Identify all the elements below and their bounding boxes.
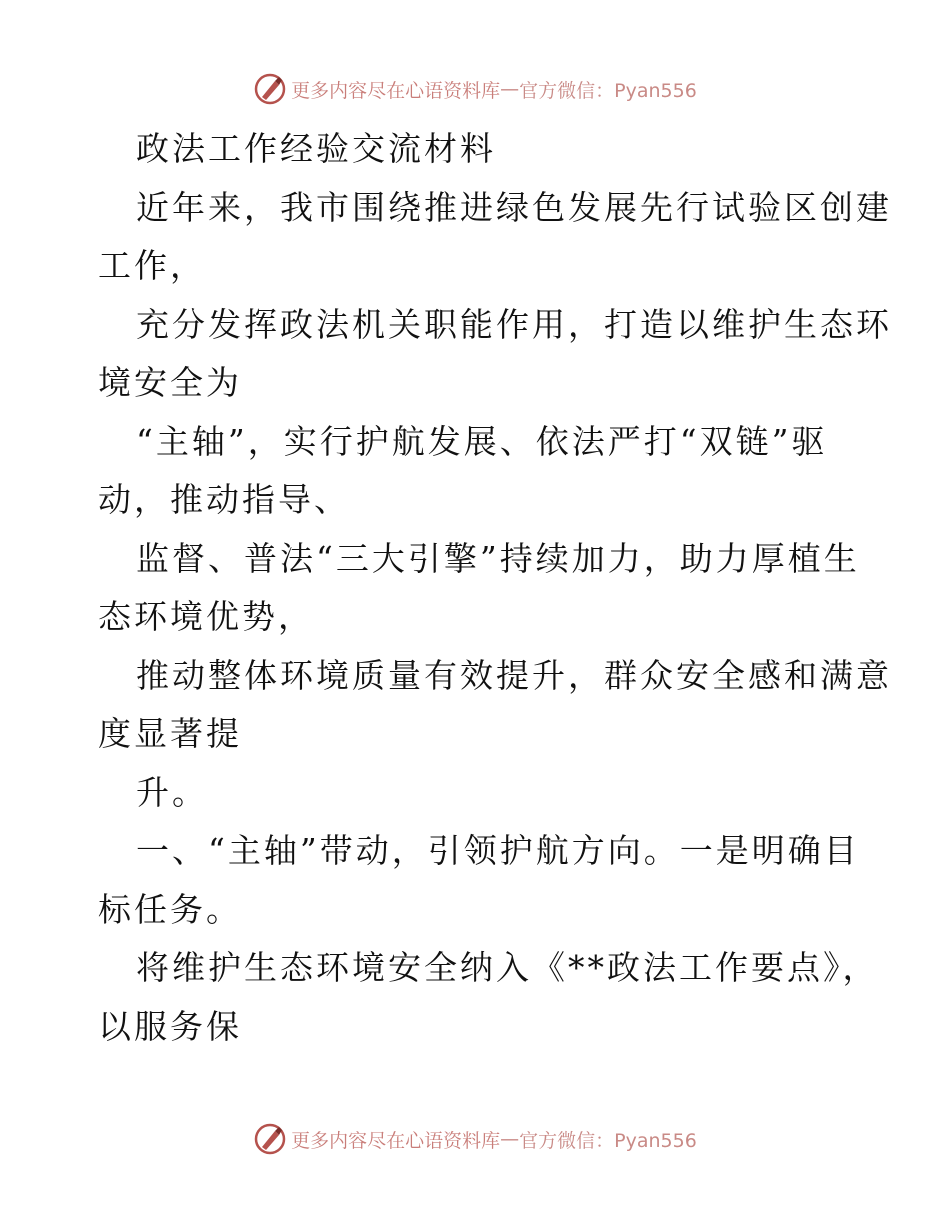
watermark-dash: — bbox=[500, 1128, 520, 1150]
text-line: 充分发挥政法机关职能作用，打造以维护生态环 bbox=[136, 304, 892, 344]
text-line: 监督、普法“三大引擎”持续加力，助力厚植生 bbox=[136, 538, 860, 578]
header-watermark bbox=[0, 72, 950, 106]
text-line: 度显著提 bbox=[98, 714, 242, 753]
text-line: 将维护生态环境安全纳入《**政法工作要点》， bbox=[136, 948, 879, 987]
text-line: 态环境优势， bbox=[98, 597, 314, 636]
text-line: 动，推动指导、 bbox=[98, 480, 350, 519]
text-line: 升。 bbox=[136, 772, 208, 812]
text-line: 以服务保 bbox=[98, 1006, 242, 1046]
watermark-dash: — bbox=[500, 78, 520, 100]
document-title: 政法工作经验交流材料 bbox=[136, 129, 496, 168]
text-line: 境安全为 bbox=[98, 363, 242, 402]
pen-logo-icon bbox=[253, 72, 287, 106]
watermark-wechat: 官方微信：Pyan556 bbox=[519, 1129, 697, 1152]
pen-logo-icon bbox=[253, 1122, 287, 1156]
text-line: 工作， bbox=[98, 246, 206, 285]
footer-watermark bbox=[0, 1122, 950, 1156]
text-line: 近年来，我市围绕推进绿色发展先行试验区创建 bbox=[136, 187, 892, 227]
document-body bbox=[98, 120, 892, 1056]
watermark-text: 更多内容尽在心语资料库 bbox=[291, 1129, 501, 1152]
watermark-text: 更多内容尽在心语资料库 bbox=[291, 79, 501, 102]
text-line: “主轴”，实行护航发展、依法严打“双链”驱 bbox=[136, 421, 828, 461]
text-line: 推动整体环境质量有效提升，群众安全感和满意 bbox=[136, 655, 892, 695]
text-line: 标任务。 bbox=[98, 889, 242, 929]
section-heading: 一、“主轴”带动，引领护航方向。一是明确目 bbox=[136, 831, 860, 870]
watermark-wechat: 官方微信：Pyan556 bbox=[519, 79, 697, 102]
